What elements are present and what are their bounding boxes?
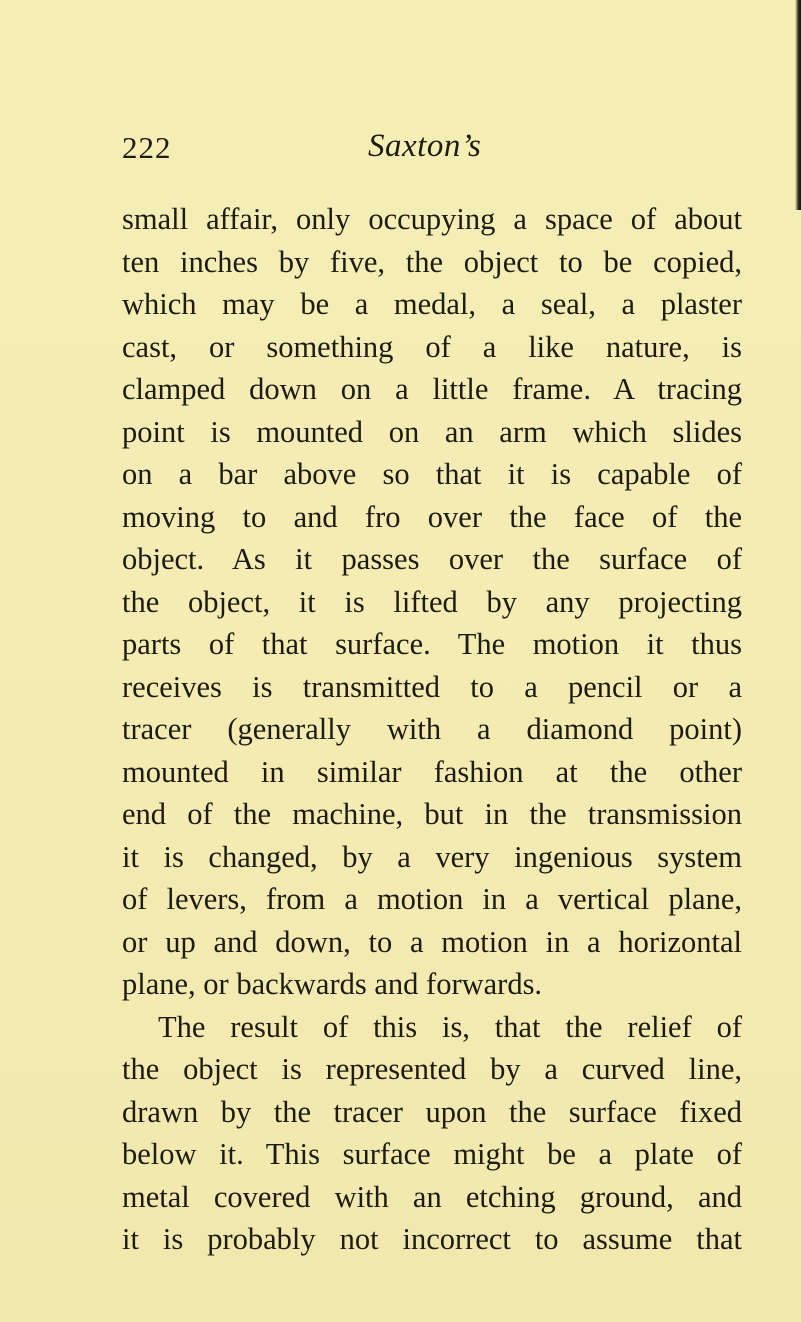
text-line: parts of that surface. The motion it thus	[122, 627, 742, 661]
text-line: mounted in similar fashion at the other	[122, 754, 742, 789]
text-line: the object, it is lifted by any projecting	[122, 584, 742, 619]
text-line: it is changed, by a very ingenious system	[122, 839, 742, 874]
page-number: 222	[122, 130, 172, 165]
text-line: receives is transmitted to a pencil or a	[122, 669, 742, 704]
text-line: of levers, from a motion in a vertical plane,	[122, 882, 742, 916]
text-line: the object is represented by a curved line,	[122, 1052, 742, 1086]
body-text	[122, 198, 742, 1261]
page-header	[122, 124, 678, 174]
text-line: metal covered with an etching ground, and	[122, 1179, 742, 1214]
running-title: Saxton’s	[368, 128, 482, 164]
text-line: tracer (generally with a diamond point)	[122, 712, 742, 746]
text-line: or up and down, to a motion in a horizontal	[122, 924, 742, 959]
text-line: moving to and fro over the face of the	[122, 499, 742, 534]
text-line: The result of this is, that the relief of	[158, 1009, 742, 1044]
text-line: object. As it passes over the surface of	[122, 542, 742, 576]
text-line: it is probably not incorrect to assume that	[122, 1222, 742, 1256]
text-line: small affair, only occupying a space of about	[122, 202, 742, 236]
text-line: ten inches by five, the object to be copied,	[122, 244, 742, 279]
text-line: which may be a medal, a seal, a plaster	[122, 287, 742, 321]
text-line: below it. This surface might be a plate of	[122, 1137, 742, 1171]
text-line: on a bar above so that it is capable of	[122, 457, 742, 491]
text-line: drawn by the tracer upon the surface fixed	[122, 1094, 742, 1129]
text-line: clamped down on a little frame. A tracing	[122, 372, 742, 406]
text-line: point is mounted on an arm which slides	[122, 414, 742, 449]
page-edge-shadow	[795, 0, 801, 210]
text-line: cast, or something of a like nature, is	[122, 329, 742, 364]
text-line: plane, or backwards and forwards.	[122, 967, 543, 1001]
text-line: end of the machine, but in the transmission	[122, 797, 742, 831]
